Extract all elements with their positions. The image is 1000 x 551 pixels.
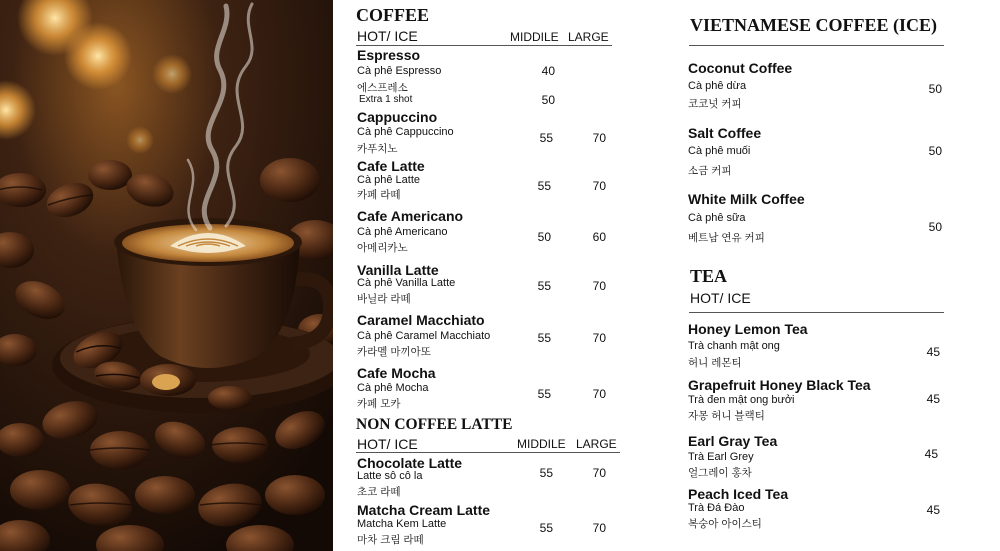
- non-coffee-hot-ice-label: HOT/ ICE: [357, 436, 418, 452]
- coffee-col-large: LARGE: [568, 30, 609, 44]
- item-price: 50: [928, 220, 942, 234]
- tea-header-divider: [689, 312, 944, 313]
- item-price: 45: [924, 447, 938, 461]
- item-price-middle: 55: [539, 466, 553, 480]
- item-price-middle: 55: [539, 131, 553, 145]
- item-korean: 아메리카노: [357, 242, 408, 254]
- item-extra-shot: Extra 1 shot: [359, 94, 413, 105]
- item-price-large: 60: [592, 230, 606, 244]
- item-name: Vanilla Latte: [357, 262, 439, 278]
- item-korean: 허니 레몬티: [688, 357, 742, 369]
- item-vietnamese: Cà phê Vanilla Latte: [357, 277, 456, 289]
- item-name: White Milk Coffee: [688, 191, 805, 207]
- item-extra-price: 50: [541, 93, 555, 107]
- item-korean: 코코넛 커피: [688, 98, 742, 110]
- item-korean: 바닐라 라떼: [357, 293, 411, 305]
- item-price-middle: 50: [537, 230, 551, 244]
- item-price: 50: [928, 144, 942, 158]
- coffee-hot-ice-label: HOT/ ICE: [357, 28, 418, 44]
- item-price-large: 70: [592, 331, 606, 345]
- item-korean: 소금 커피: [688, 165, 732, 177]
- item-name: Chocolate Latte: [357, 455, 463, 471]
- item-korean: 초코 라떼: [357, 486, 401, 498]
- non-coffee-header-divider: [356, 452, 620, 453]
- tea-hot-ice-label: HOT/ ICE: [690, 290, 751, 306]
- item-vietnamese: Cà phê Americano: [357, 226, 448, 238]
- item-price: 40: [541, 64, 555, 78]
- item-name: Peach Iced Tea: [688, 486, 789, 502]
- item-name: Cafe Americano: [357, 208, 464, 224]
- item-price-large: 70: [592, 179, 606, 193]
- item-price-large: 70: [592, 466, 606, 480]
- item-price: 45: [926, 345, 940, 359]
- item-name: Honey Lemon Tea: [688, 321, 808, 337]
- item-price-large: 70: [592, 279, 606, 293]
- item-korean: 자몽 허니 블랙티: [688, 410, 765, 422]
- item-korean: 마차 크림 라떼: [357, 534, 424, 546]
- item-name: Grapefruit Honey Black Tea: [688, 377, 871, 393]
- item-korean: 복숭아 아이스티: [688, 518, 762, 530]
- item-vietnamese: Trà Earl Grey: [688, 451, 754, 463]
- item-name: Coconut Coffee: [688, 60, 793, 76]
- tea-section-title: TEA: [690, 266, 728, 286]
- item-price-middle: 55: [537, 331, 551, 345]
- item-korean: 카페 라떼: [357, 189, 401, 201]
- vietnamese-coffee-section-title: VIETNAMESE COFFEE (ICE): [690, 15, 938, 35]
- item-korean: 카페 모카: [357, 398, 401, 410]
- item-vietnamese: Cà phê muối: [688, 145, 751, 157]
- item-price-large: 70: [592, 131, 606, 145]
- item-korean: 얼그레이 홍차: [688, 467, 752, 479]
- item-price-middle: 55: [539, 521, 553, 535]
- item-name: Caramel Macchiato: [357, 312, 485, 328]
- coffee-col-middle: MIDDILE: [510, 30, 559, 44]
- item-korean: 카라멜 마끼아또: [357, 346, 431, 358]
- non-coffee-section-title: NON COFFEE LATTE: [356, 416, 513, 433]
- item-vietnamese: Trà chanh mật ong: [688, 340, 780, 352]
- coffee-cup-photo: [0, 0, 333, 551]
- item-vietnamese: Cà phê Caramel Macchiato: [357, 330, 491, 342]
- item-vietnamese: Latte sô cô la: [357, 470, 423, 482]
- item-vietnamese: Trà đen mật ong bưởi: [688, 394, 795, 406]
- item-price-middle: 55: [537, 279, 551, 293]
- item-name: Cafe Latte: [357, 158, 425, 174]
- item-vietnamese: Cà phê sữa: [688, 212, 746, 224]
- item-name: Earl Gray Tea: [688, 433, 778, 449]
- item-name: Cappuccino: [357, 109, 438, 125]
- item-vietnamese: Trà Đá Đào: [688, 502, 745, 514]
- item-vietnamese: Matcha Kem Latte: [357, 518, 447, 530]
- coffee-section-title: COFFEE: [356, 5, 430, 25]
- vietnamese-header-divider: [689, 45, 944, 46]
- item-korean: 베트남 연유 커피: [688, 232, 765, 244]
- item-korean: 카푸치노: [357, 143, 398, 155]
- item-price-large: 70: [592, 521, 606, 535]
- non-coffee-col-middle: MIDDILE: [517, 437, 566, 451]
- item-vietnamese: Cà phê Espresso: [357, 65, 442, 77]
- item-name: Cafe Mocha: [357, 365, 436, 381]
- item-name: Matcha Cream Latte: [357, 502, 491, 518]
- coffee-header-divider: [356, 45, 612, 46]
- item-vietnamese: Cà phê Mocha: [357, 382, 429, 394]
- item-vietnamese: Cà phê Latte: [357, 174, 420, 186]
- non-coffee-col-large: LARGE: [576, 437, 617, 451]
- item-korean: 에스프레소: [357, 82, 408, 94]
- item-price-large: 70: [592, 387, 606, 401]
- item-price-middle: 55: [537, 387, 551, 401]
- item-price: 45: [926, 503, 940, 517]
- item-price-middle: 55: [537, 179, 551, 193]
- item-price: 45: [926, 392, 940, 406]
- item-price: 50: [928, 82, 942, 96]
- item-vietnamese: Cà phê dừa: [688, 80, 747, 92]
- item-vietnamese: Cà phê Cappuccino: [357, 126, 454, 138]
- item-name: Salt Coffee: [688, 125, 762, 141]
- item-name: Espresso: [357, 47, 421, 63]
